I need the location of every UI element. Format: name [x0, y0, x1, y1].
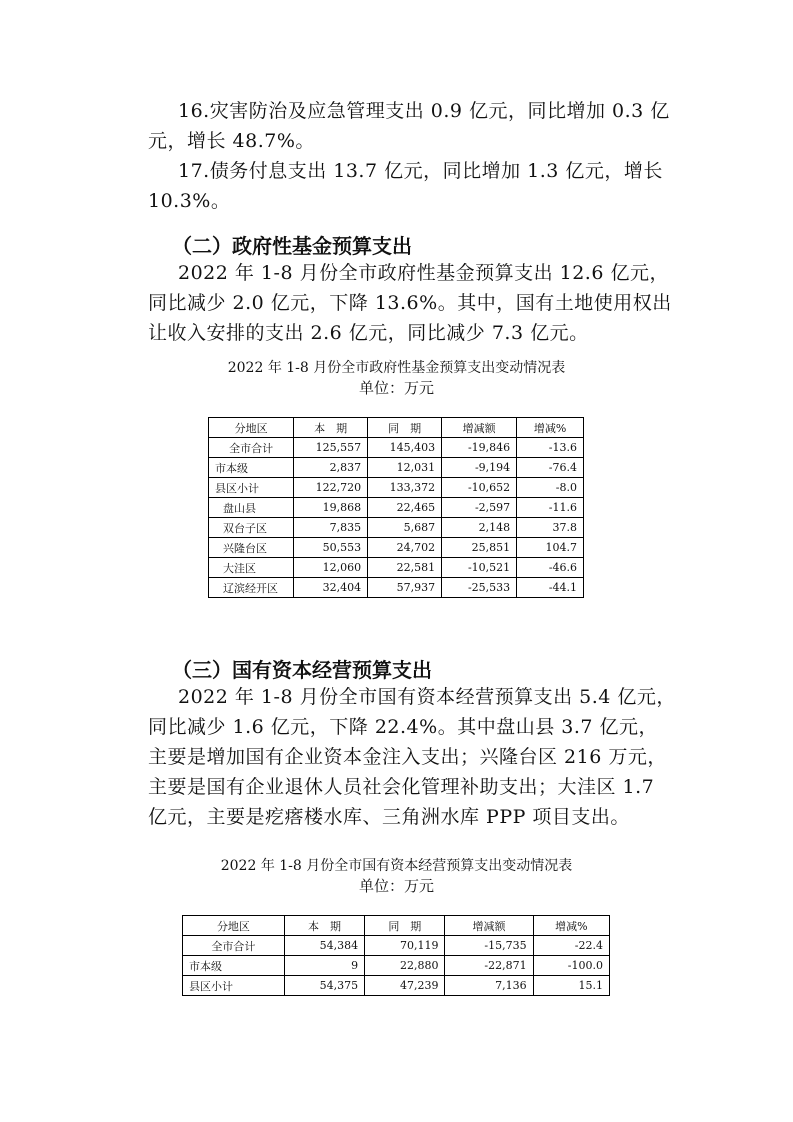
header-change-pct: 增减%: [517, 418, 584, 438]
table-row: [209, 498, 584, 518]
state-capital-table: [182, 915, 610, 996]
table-unit-government-fund: 单位：万元: [358, 379, 434, 397]
cell-current: 50,553: [294, 538, 368, 558]
government-fund-table: [208, 417, 584, 598]
cell-current: 9: [284, 956, 364, 976]
section-body-government-fund: 2022 年 1-8 月份全市政府性基金预算支出 12.6 亿元，同比减少 2.0 亿元，下降 13.6%。其中，国有土地使用权出让收入安排的支出 2.6 亿元，同比减少 7.3 亿元。: [148, 262, 672, 344]
cell-current: 54,384: [284, 936, 364, 956]
table-row: [183, 976, 610, 996]
cell-current: 12,060: [294, 558, 368, 578]
section-heading-state-capital: （三）国有资本经营预算支出: [172, 658, 432, 682]
cell-change-pct: -8.0: [517, 478, 584, 498]
table-title-state-capital: 2022 年 1-8 月份全市国有资本经营预算支出变动情况表: [220, 858, 573, 874]
cell-change: -2,597: [442, 498, 517, 518]
cell-region: 县区小计: [209, 478, 294, 498]
cell-change-pct: 37.8: [517, 518, 584, 538]
cell-change-pct: -100.0: [533, 956, 609, 976]
cell-current: 32,404: [294, 578, 368, 598]
cell-previous: 22,581: [368, 558, 442, 578]
cell-previous: 24,702: [368, 538, 442, 558]
cell-current: 125,557: [294, 438, 368, 458]
cell-change: -22,871: [445, 956, 533, 976]
table-row: [183, 956, 610, 976]
cell-region: 县区小计: [183, 976, 285, 996]
cell-change-pct: -46.6: [517, 558, 584, 578]
section-body-state-capital: 2022 年 1-8 月份全市国有资本经营预算支出 5.4 亿元，同比减少 1.6 亿元，下降 22.4%。其中盘山县 3.7 亿元，主要是增加国有企业资本金注入支出；兴隆台区 216 万元，主要是国有企业退休人员社会化管理补助支出；大洼区 1.7 亿元，主要是疙瘩楼水库、三角洲水库 PPP 项目支出。: [148, 686, 676, 828]
cell-change-pct: -44.1: [517, 578, 584, 598]
cell-change: -10,521: [442, 558, 517, 578]
cell-change: -9,194: [442, 458, 517, 478]
table-row: [209, 578, 584, 598]
header-previous: 同 期: [365, 916, 445, 936]
paragraph-item-16: 16.灾害防治及应急管理支出 0.9 亿元，同比增加 0.3 亿元，增长 48.7%。: [148, 100, 670, 152]
table-header-row: [183, 916, 610, 936]
cell-change: -25,533: [442, 578, 517, 598]
table-row: [209, 478, 584, 498]
cell-current: 2,837: [294, 458, 368, 478]
header-current: 本 期: [284, 916, 364, 936]
cell-region: 兴隆台区: [209, 538, 294, 558]
cell-region: 全市合计: [183, 936, 285, 956]
cell-change-pct: -76.4: [517, 458, 584, 478]
cell-previous: 22,465: [368, 498, 442, 518]
cell-change: 2,148: [442, 518, 517, 538]
cell-change-pct: -22.4: [533, 936, 609, 956]
cell-current: 54,375: [284, 976, 364, 996]
header-change: 增减额: [442, 418, 517, 438]
cell-region: 盘山县: [209, 498, 294, 518]
cell-change: -19,846: [442, 438, 517, 458]
cell-change: -15,735: [445, 936, 533, 956]
table-row: [183, 936, 610, 956]
header-current: 本 期: [294, 418, 368, 438]
cell-region: 市本级: [209, 458, 294, 478]
header-change-pct: 增减%: [533, 916, 609, 936]
cell-region: 全市合计: [209, 438, 294, 458]
cell-region: 市本级: [183, 956, 285, 976]
cell-change: -10,652: [442, 478, 517, 498]
header-change: 增减额: [445, 916, 533, 936]
cell-previous: 22,880: [365, 956, 445, 976]
section-heading-government-fund: （二）政府性基金预算支出: [172, 234, 412, 258]
cell-change-pct: -11.6: [517, 498, 584, 518]
cell-previous: 57,937: [368, 578, 442, 598]
header-region: 分地区: [209, 418, 294, 438]
cell-change: 25,851: [442, 538, 517, 558]
cell-current: 7,835: [294, 518, 368, 538]
cell-previous: 47,239: [365, 976, 445, 996]
cell-previous: 70,119: [365, 936, 445, 956]
header-previous: 同 期: [368, 418, 442, 438]
table-title-government-fund: 2022 年 1-8 月份全市政府性基金预算支出变动情况表: [227, 360, 566, 376]
cell-region: 双台子区: [209, 518, 294, 538]
table-row: [209, 538, 584, 558]
cell-change-pct: 104.7: [517, 538, 584, 558]
table-header-row: [209, 418, 584, 438]
table-row: [209, 458, 584, 478]
table-unit-state-capital: 单位：万元: [358, 877, 434, 895]
cell-previous: 133,372: [368, 478, 442, 498]
cell-change-pct: 15.1: [533, 976, 609, 996]
cell-previous: 145,403: [368, 438, 442, 458]
table-row: [209, 558, 584, 578]
paragraph-item-17: 17.债务付息支出 13.7 亿元，同比增加 1.3 亿元，增长 10.3%。: [148, 160, 663, 212]
table-row: [209, 438, 584, 458]
header-region: 分地区: [183, 916, 285, 936]
cell-current: 19,868: [294, 498, 368, 518]
cell-previous: 5,687: [368, 518, 442, 538]
cell-change-pct: -13.6: [517, 438, 584, 458]
cell-current: 122,720: [294, 478, 368, 498]
cell-region: 大洼区: [209, 558, 294, 578]
cell-change: 7,136: [445, 976, 533, 996]
table-row: [209, 518, 584, 538]
cell-previous: 12,031: [368, 458, 442, 478]
cell-region: 辽滨经开区: [209, 578, 294, 598]
